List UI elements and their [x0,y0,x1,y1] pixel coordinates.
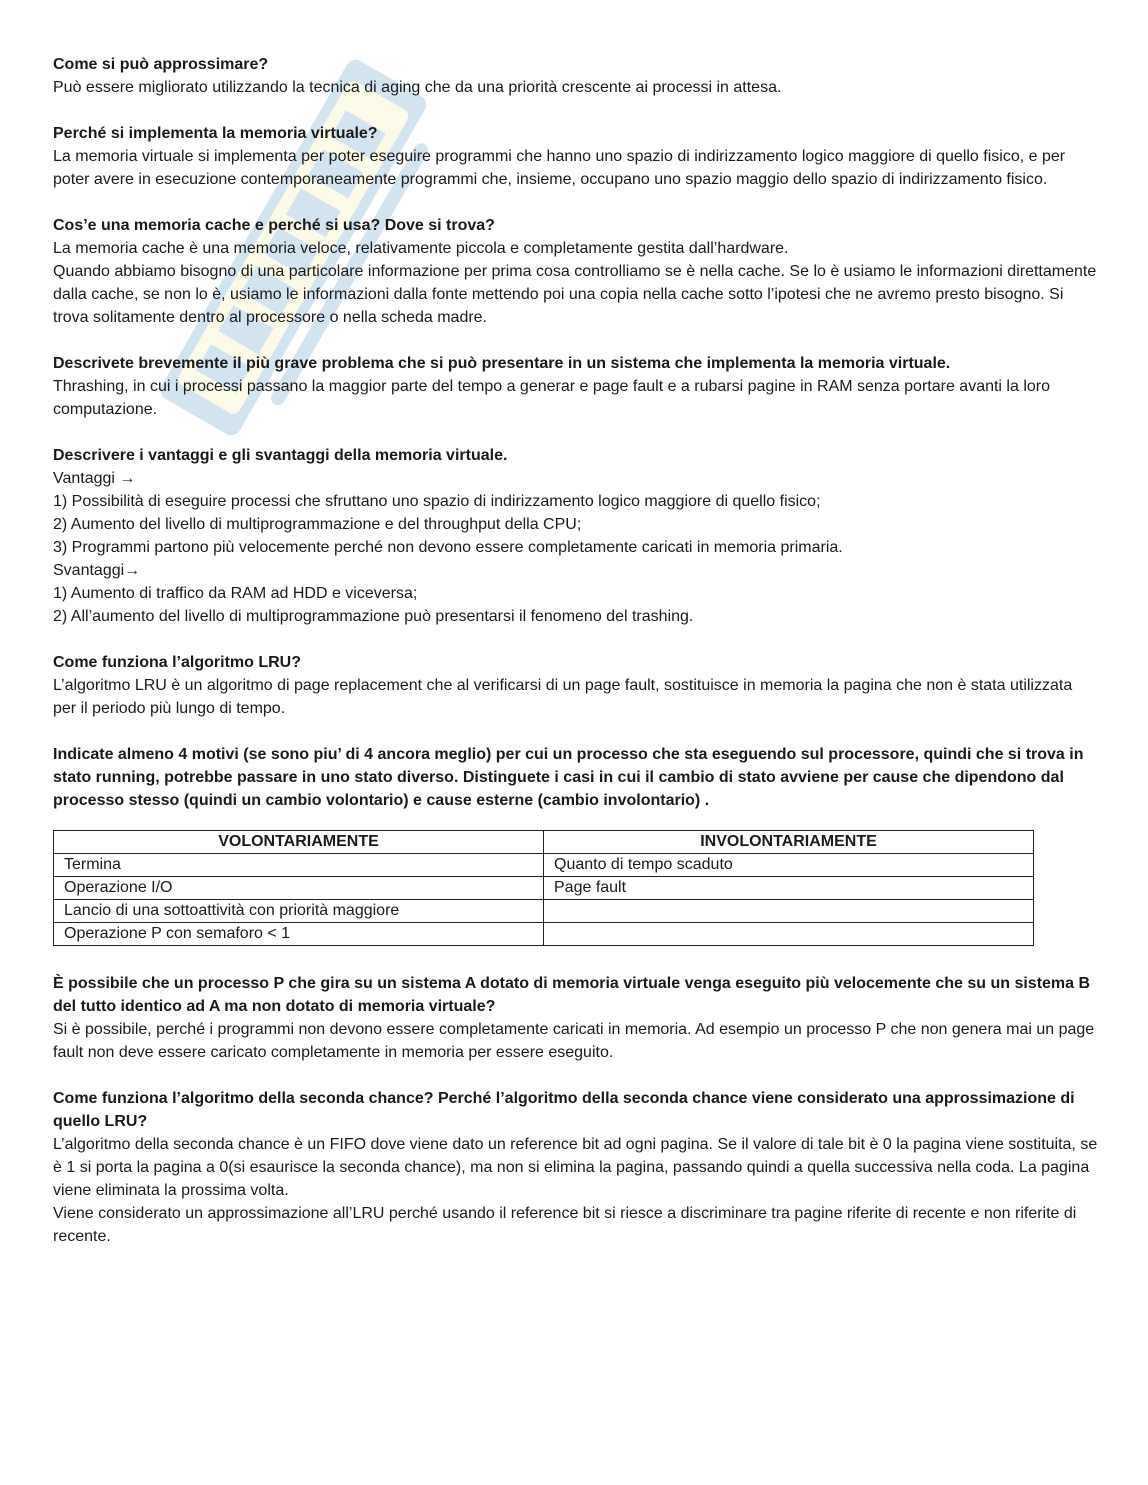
answer-text: Thrashing, in cui i processi passano la maggior parte del tempo a generar e page fault e a rubarsi pagine in RAM senza portare avanti la loro computazione. [53,378,1051,418]
answer-text: La memoria virtuale si implementa per poter eseguire programmi che hanno uno spazio di indirizzamento logico maggiore di quello fisico, e per poter avere in esecuzione contemporaneamente programmi che, insieme, occupano uno spazio maggio dello spazio di indirizzamento fisico. [53,148,1066,188]
question-heading: Descrivere i vantaggi e gli svantaggi della memoria virtuale. [53,447,508,464]
qa-block-1 [53,122,1098,191]
question-heading: Come funziona l’algoritmo LRU? [53,654,301,671]
answer-text: Quando abbiamo bisogno di una particolare informazione per prima cosa controlliamo se è nella cache. Se lo è usiamo le informazioni direttamente dalla cache, se non lo è, usiamo le informazioni dalla fonte mettendo poi una copia nella cache sotto l’ipotesi che ne avremo presto bisogno. Si trova solitamente dentro al processore o nella scheda madre. [53,263,1097,326]
document-content [53,53,1098,1271]
question-heading: È possibile che un processo P che gira su un sistema A dotato di memoria virtuale venga eseguito più velocemente che su un sistema B del tutto identico ad A ma non dotato di memoria virtuale? [53,975,1091,1015]
list-item: 2) Aumento del livello di multiprogrammazione e del throughput della CPU; [53,516,582,533]
table-header-row [54,831,1034,854]
qa-block-2 [53,214,1098,329]
qa-block-7 [53,972,1098,1064]
qa-block-4 [53,444,1098,628]
question-heading: Perché si implementa la memoria virtuale? [53,125,378,142]
column-header: INVOLONTARIAMENTE [544,831,1034,854]
qa-block-5 [53,651,1098,720]
list-item: 3) Programmi partono più velocemente perché non devono essere completamente caricati in memoria primaria. [53,539,843,556]
qa-block-0 [53,53,1098,99]
question-heading: Indicate almeno 4 motivi (se sono piu’ di 4 ancora meglio) per cui un processo che sta eseguendo sul processore, quindi che si trova in stato running, potrebbe passare in uno stato diverso. Distinguete i casi in cui il cambio di stato avviene per cause che dipendono dal processo stesso (quindi un cambio volontario) e cause esterne (cambio involontario) . [53,746,1084,809]
disadvantages-label: Svantaggi→ [53,562,141,579]
list-item: 1) Possibilità di eseguire processi che sfruttano uno spazio di indirizzamento logico maggiore di quello fisico; [53,493,821,510]
table-cell: Page fault [544,877,1034,900]
answer-text: La memoria cache è una memoria veloce, relativamente piccola e completamente gestita dall’hardware. [53,240,789,257]
question-heading: Come funziona l’algoritmo della seconda chance? Perché l’algoritmo della seconda chance viene considerato una approssimazione di quello LRU? [53,1090,1075,1130]
list-item: 1) Aumento di traffico da RAM ad HDD e viceversa; [53,585,418,602]
answer-text: Si è possibile, perché i programmi non devono essere completamente caricati in memoria. Ad esempio un processo P che non genera mai un page fault non deve essere caricato completamente in memoria per essere eseguito. [53,1021,1095,1061]
state-change-table [53,830,1034,946]
table-cell [544,923,1034,946]
table-cell: Lancio di una sottoattività con priorità maggiore [54,900,544,923]
qa-block-6 [53,743,1098,812]
answer-text: Viene considerato un approssimazione all’LRU perché usando il reference bit si riesce a discriminare tra pagine riferite di recente e non riferite di recente. [53,1205,1077,1245]
table-row [54,854,1034,877]
table-row [54,900,1034,923]
answer-text: Può essere migliorato utilizzando la tecnica di aging che da una priorità crescente ai processi in attesa. [53,79,782,96]
table-row [54,923,1034,946]
table-cell: Operazione P con semaforo < 1 [54,923,544,946]
column-header: VOLONTARIAMENTE [54,831,544,854]
question-heading: Cos’e una memoria cache e perché si usa? Dove si trova? [53,217,495,234]
answer-text: L’algoritmo LRU è un algoritmo di page replacement che al verificarsi di un page fault, sostituisce in memoria la pagina che non è stata utilizzata per il periodo più lungo di tempo. [53,677,1073,717]
question-heading: Come si può approssimare? [53,56,269,73]
advantages-label: Vantaggi → [53,470,136,487]
table-cell: Termina [54,854,544,877]
qa-block-8 [53,1087,1098,1248]
table-row [54,877,1034,900]
table-cell: Quanto di tempo scaduto [544,854,1034,877]
question-heading: Descrivete brevemente il più grave problema che si può presentare in un sistema che implementa la memoria virtuale. [53,355,951,372]
list-item: 2) All’aumento del livello di multiprogrammazione può presentarsi il fenomeno del trashing. [53,608,694,625]
qa-block-3 [53,352,1098,421]
table-cell [544,900,1034,923]
answer-text: L’algoritmo della seconda chance è un FIFO dove viene dato un reference bit ad ogni pagina. Se il valore di tale bit è 0 la pagina viene sostituita, se è 1 si porta la pagina a 0(si esaurisce la seconda chance), ma non si elimina la pagina, passando quindi a quella successiva nella coda. La pagina viene eliminata la prossima volta. [53,1136,1098,1199]
table-cell: Operazione I/O [54,877,544,900]
